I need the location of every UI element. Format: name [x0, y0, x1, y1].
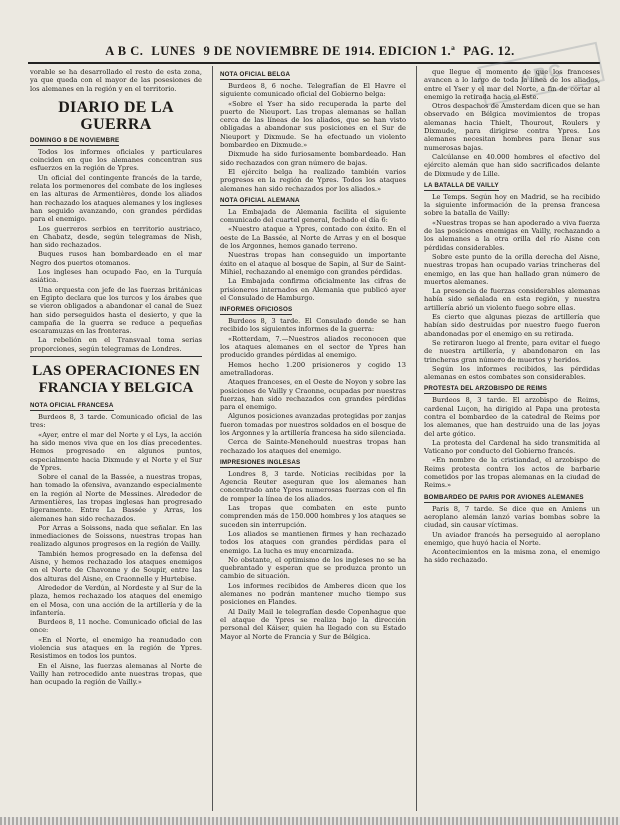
paragraph: Todos los informes oficiales y particulares coinciden en que los alemanes concentran sus esfuerzos en la región de Ypres. — [30, 147, 202, 173]
paragraph: La protesta del Cardenal ha sido transmitida al Vaticano por conducto del Gobierno francés. — [424, 438, 600, 456]
paragraph: Acontecimientos en la misma zona, el enemigo ha sido rechazado. — [424, 548, 600, 565]
paragraph: «En el Norte, el enemigo ha reanudado con violencia sus ataques en la región de Ypres. Resistimos en todos los puntos. — [30, 635, 202, 661]
paragraph: Sobre el canal de la Bassée, a nuestras tropas, han tomado la ofensiva, avanzando especialmente en la región al Norte de Messines. Alrededor de Armentières, las tropas inglesas han progresado ligeramente. Entre La Bassée y Arras, los alemanes han sido rechazados. — [30, 473, 202, 523]
paragraph: Sobre este punto de la orilla derecha del Aisne, nuestras tropas han ocupado varias trincheras del enemigo, en las que han hallado gran número de muertos alemanes. — [424, 252, 600, 286]
paragraph: «Nuestras tropas se han apoderado a viva fuerza de las posiciones enemigas en Vailly, rechazando a los alemanes a la otra orilla del río Aisne con pérdidas considerables. — [424, 218, 600, 252]
paragraph: Los aliados se mantienen firmes y han rechazado todos los ataques con grandes pérdidas para el enemigo. La lucha es muy encarnizada. — [220, 529, 406, 555]
diary-body — [30, 148, 202, 353]
paragraph: «Sobre el Yser ha sido recuperada la parte del puerto de Nieuport. Las tropas alemanas se hallan cerca de las líneas de los aliados, que se han visto obligadas a abandonar sus posiciones en el Sur de Nieuport y Dixmude. Se ha efectuado un violento bombardeo en Dixmude.» — [220, 99, 406, 150]
paragraph: No obstante, el optimismo de los ingleses no se ha quebrantado y esperan que se produzca pronto un cambio de situación. — [220, 555, 406, 581]
paragraph: También hemos progresado en la defensa del Aisne, y hemos rechazado los ataques enemigos en el Norte de Chavonne y de Soupir, entre las dos alturas del Aisne, en Craonnelle y Hurtebise. — [30, 549, 202, 583]
french-note-subhead: NOTA OFICIAL FRANCESA — [30, 402, 114, 410]
paragraph: Según los informes recibidos, las pérdidas alemanas en estos combates son considerables. — [424, 364, 600, 382]
divider — [30, 356, 202, 357]
paragraph: Le Temps. Según hoy en Madrid, se ha recibido la siguiente información de la prensa francesa sobre la batalla de Vailly: — [424, 192, 600, 218]
masthead-day: LUNES — [151, 43, 196, 58]
belgian-note-body — [220, 82, 406, 193]
paragraph: Londres 8, 3 tarde. Noticias recibidas por la Agencia Reuter aseguran que los alemanes han concentrado ante Ypres numerosas fuerzas con el fin de romper la línea de los aliados. — [220, 469, 406, 503]
paragraph: Alrededor de Verdún, al Nordeste y al Sur de la plaza, hemos rechazado los ataques del enemigo en el Mosa, con una acción de la artillería y de la infantería. — [30, 583, 202, 617]
paragraph: Algunos posiciones avanzadas protegidas por zanjas fueron tomadas por nuestros soldados en el bosque de los Argonnes y la artillería francesa ha sido silenciada. — [220, 412, 406, 437]
masthead-date: 9 DE NOVIEMBRE DE 1914. EDICION 1.ª — [203, 43, 456, 58]
diary-date: DOMINGO 8 DE NOVIEMBRE — [30, 136, 120, 144]
bombing-body — [424, 505, 600, 565]
german-note-subhead: NOTA OFICIAL ALEMANA — [220, 196, 300, 204]
vailly-body — [424, 193, 600, 382]
paragraph: «Nuestro ataque a Ypres, contado con éxito. En el oeste de La Bassée, al Norte de Arras y en el bosque de los Argonnes, hemos ganado terreno. — [220, 225, 406, 251]
operations-headline: LAS OPERACIONES EN FRANCIA Y BELGICA — [32, 363, 200, 397]
paragraph: Es cierto que algunas piezas de artillería que habían sido destruidas por nuestro fuego fueron abandonadas por el enemigo en su retirada. — [424, 313, 600, 338]
operations-body — [30, 413, 202, 687]
paragraph: Burdeos 8, 11 noche. Comunicado oficial de las once: — [30, 618, 202, 635]
unofficial-reports-subhead: INFORMES OFICIOSOS — [220, 306, 293, 314]
reims-protest-subhead: PROTESTA DEL ARZOBISPO DE REIMS — [424, 385, 548, 393]
continued-body — [424, 68, 600, 178]
top-rule — [28, 62, 600, 64]
reims-protest-body — [424, 396, 600, 489]
paragraph: La Embajada de Alemania facilita el siguiente comunicado del cuartel general, fechado el día 6: — [220, 207, 406, 225]
paragraph: Burdeos 8, 3 tarde. Comunicado oficial de las tres: — [30, 413, 202, 430]
paragraph: que llegue el momento de que los franceses avancen a lo largo de toda la línea de los aliados, entre el Yser y el mar del Norte, a fin de cortar al enemigo la retirada hacia el Este. — [424, 68, 600, 101]
paragraph: Dixmude ha sido furiosamente bombardeado. Han sido rechazados con gran número de bajas. — [220, 150, 406, 167]
column-1 — [30, 68, 202, 811]
paragraph: «Rotterdam, 7.—Nuestros aliados reconocen que los ataques alemanes en el sector de Ypres han producido grandes pérdidas al enemigo. — [220, 334, 406, 360]
column-divider — [212, 66, 213, 811]
unofficial-reports-body — [220, 317, 406, 455]
english-impressions-body — [220, 470, 406, 641]
paragraph: «En nombre de la cristiandad, el arzobispo de Reims protesta contra los actos de barbarie cometidos por las tropas alemanas en la ciudad de Reims.» — [424, 456, 600, 490]
paragraph: Los informes recibidos de Amberes dicen que los alemanes no podrán mantener mucho tiempo sus posiciones en Flandes. — [220, 581, 406, 607]
paragraph: Burdeos 8, 6 noche. Telegrafían de El Havre el siguiente comunicado oficial del Gobierno belga: — [220, 82, 406, 99]
masthead — [0, 40, 620, 62]
column-divider — [416, 66, 417, 811]
paragraph: Buques rusos han bombardeado en el mar Negro dos puertos otomanos. — [30, 250, 202, 267]
paragraph: Burdeos 8, 3 tarde. El Consulado donde se han recibido los siguientes informes de la guerra: — [220, 317, 406, 334]
paragraph: Hemos hecho 1.200 prisioneros y cogido 13 ametralladoras. — [220, 360, 406, 377]
paragraph: Cerca de Sainte-Menehould nuestras tropas han rechazado los ataques del enemigo. — [220, 438, 406, 455]
intro-paragraph: vorable se ha desarrollado el resto de esta zona, ya que queda con el mayor de las posesiones de los alemanes en la región y en el territorio. — [30, 68, 202, 93]
paragraph: Los guerreros serbios en territorio austriaco, en Chabatz, desde, según telegramas de Nish, han sido rechazados. — [30, 224, 202, 250]
masthead-abc: A B C. — [105, 43, 144, 58]
paragraph: Un aviador francés ha perseguido al aeroplano enemigo, que huyó hacia el Norte. — [424, 530, 600, 547]
paragraph: Burdeos 8, 3 tarde. El arzobispo de Reims, cardenal Luçon, ha dirigido al Papa una protesta contra el bombardeo de la catedral de Reims por los alemanes, que han destruido una de las joyas del arte gótico. — [424, 396, 600, 438]
paragraph: Un oficial del contingente francés de la tarde, relata los pormenores del combate de los ingleses en las alturas de Armentières, donde los aliados han rechazado los ataques alemanes y los ingleses han seguido avanzando, con grandes pérdidas para el enemigo. — [30, 173, 202, 224]
paragraph: Otros despachos de Amsterdam dicen que se han observado en Bélgica movimientos de tropas alemanas hacia Thielt, Thourout, Roulers y Dixmude, para dirigirse contra Ypres. Los alemanes necesitan hombres para llenar sus numerosas bajas. — [424, 102, 600, 152]
paragraph: Se retiraron luego al frente, para evitar el fuego de nuestra artillería, y abandonaron en las trincheras gran número de muertos y heridos. — [424, 338, 600, 364]
column-2 — [220, 68, 406, 811]
german-note-body — [220, 208, 406, 302]
english-impressions-subhead: IMPRESIONES INGLESAS — [220, 458, 301, 466]
paragraph: «Ayer, entre el mar del Norte y el Lys, la acción ha sido menos viva que en los días precedentes. Hemos progresado en algunos puntos, especialmente hacia Dixmude y el Norte y el Sur de Ypres. — [30, 430, 202, 472]
scan-edge — [0, 817, 620, 825]
paragraph: Ataques franceses, en el Oeste de Noyon y sobre las posiciones de Vailly y Craonne, ocupadas por nuestras fuerzas, han sido rechazados con grandes pérdidas para el enemigo. — [220, 378, 406, 412]
belgian-note-subhead: NOTA OFICIAL BELGA — [220, 71, 291, 78]
paragraph: La presencia de fuerzas considerables alemanas había sido señalada en esta región, y nuestra artillería abrió un violento fuego sobre ellas. — [424, 287, 600, 312]
paragraph: Nuestras tropas han conseguido un importante éxito en el ataque al bosque de Sapin, al Sur de Saint-Mihiel, rechazando al enemigo con grandes pérdidas. — [220, 251, 406, 276]
paragraph: Una orquesta con jefe de las fuerzas británicas en Egipto declara que los turcos y los árabes que se vieron obligados a abandonar el canal de Suez han sido perseguidos hasta el desierto, y que la campaña de la guerra se reduce a pequeñas escaramuzas en las fronteras. — [30, 285, 202, 336]
paragraph: En el Aisne, las fuerzas alemanas al Norte de Vailly han retrocedido ante nuestras tropas, que han ocupado la región de Vailly.» — [30, 661, 202, 687]
vailly-subhead: LA BATALLA DE VAILLY — [424, 181, 499, 189]
paragraph: Por Arras a Soissons, nada que señalar. En las inmediaciones de Soissons, nuestras tropas han realizado algunos progresos en la región de Vailly. — [30, 523, 202, 549]
paragraph: Paris 8, 7 tarde. Se dice que en Amiens un aeroplano alemán lanzó varias bombas sobre la ciudad, sin causar víctimas. — [424, 504, 600, 530]
bombing-subhead: BOMBARDEO DE PARIS POR AVIONES ALEMANES — [424, 493, 584, 501]
library-stamp: ABC — [477, 42, 605, 106]
diary-headline: DIARIO DE LA GUERRA — [58, 98, 174, 133]
paragraph: Al Daily Mail le telegrafían desde Copenhague que el ataque de Ypres se realiza bajo la dirección personal del Káiser, quien ha llegado con su Estado Mayor al Norte de Francia y Sur de Bélgica. — [220, 607, 406, 641]
paragraph: La rebelión en el Transvaal toma serias proporciones, según telegramas de Londres. — [30, 336, 202, 353]
paragraph: Los ingleses han ocupado Fao, en la Turquía asiática. — [30, 268, 202, 285]
column-3 — [424, 68, 600, 811]
paragraph: Calcúlanse en 40.000 hombres el efectivo del ejército alemán que han sido sacrificados delante de Dixmude y de Lille. — [424, 152, 600, 178]
paragraph: La Embajada confirma oficialmente las cifras de prisioneros internados en Alemania que publicó ayer el Consulado de Hamburgo. — [220, 277, 406, 302]
paragraph: El ejército belga ha realizado también varios progresos en la región de Ypres. Todos los ataques alemanes han sido rechazados por los aliados.» — [220, 167, 406, 193]
paragraph: Las tropas que combaten en este punto comprenden más de 150.000 hombres y los ataques se suceden sin interrupción. — [220, 504, 406, 529]
masthead-page: PAG. 12. — [463, 43, 515, 58]
